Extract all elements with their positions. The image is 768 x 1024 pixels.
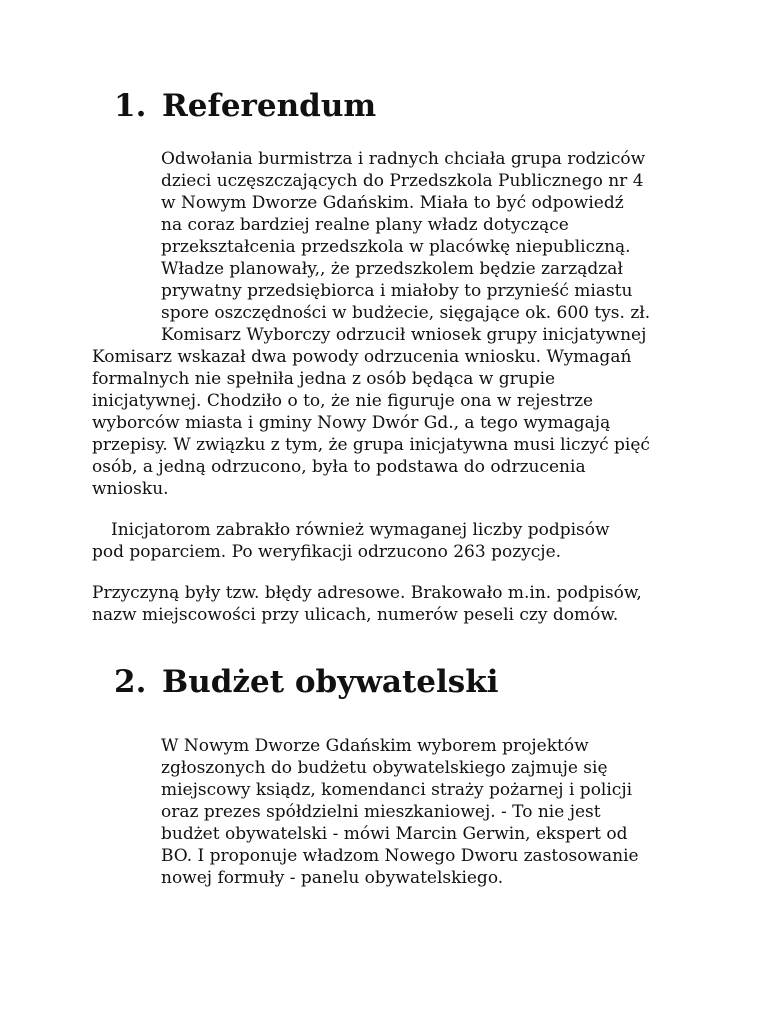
section-2-number: 2.	[114, 664, 147, 700]
text-line: Odwołania burmistrza i radnych chciała grupa rodziców	[161, 149, 646, 169]
section-1-title: Referendum	[162, 88, 377, 124]
text-line: nazw miejscowości przy ulicach, numerów peseli czy domów.	[92, 605, 619, 625]
text-line: BO. I proponuje władzom Nowego Dworu zastosowanie	[161, 846, 639, 866]
text-line: budżet obywatelski - mówi Marcin Gerwin, ekspert od	[161, 824, 628, 844]
text-line: W Nowym Dworze Gdańskim wyborem projektów	[161, 736, 589, 756]
section-1-number: 1.	[114, 88, 147, 124]
text-line: osób, a jedną odrzucono, była to podstawa do odrzucenia	[92, 457, 586, 477]
text-line: pod poparciem. Po weryfikacji odrzucono 263 pozycje.	[92, 542, 562, 562]
text-line: Przyczyną były tzw. błędy adresowe. Brakowało m.in. podpisów,	[92, 583, 642, 603]
section-1-paragraph-signatures	[92, 519, 610, 563]
section-1-heading	[114, 88, 376, 124]
text-line: wniosku.	[92, 479, 169, 499]
text-line: Komisarz Wyborczy odrzucił wniosek grupy inicjatywnej	[161, 325, 647, 345]
text-line: Inicjatorom zabrakło również wymaganej liczby podpisów	[111, 520, 610, 540]
text-line: zgłoszonych do budżetu obywatelskiego zajmuje się	[161, 758, 608, 778]
text-line: dzieci uczęszczających do Przedszkola Publicznego nr 4	[161, 171, 644, 191]
text-line: przepisy. W związku z tym, że grupa inicjatywna musi liczyć pięć	[92, 435, 650, 455]
text-line: oraz prezes spółdzielni mieszkaniowej. - To nie jest	[161, 802, 601, 822]
text-line: na coraz bardziej realne plany władz dotyczące	[161, 215, 569, 235]
text-line: spore oszczędności w budżecie, sięgające ok. 600 tys. zł.	[161, 303, 651, 323]
section-1-full-paragraph	[92, 346, 650, 500]
section-2-indented-paragraph	[161, 735, 639, 889]
section-1-indented-paragraph	[161, 148, 650, 346]
section-2-title: Budżet obywatelski	[162, 664, 499, 700]
text-line: przekształcenia przedszkola w placówkę niepubliczną.	[161, 237, 631, 257]
text-line: miejscowy ksiądz, komendanci straży pożarnej i policji	[161, 780, 633, 800]
text-line: inicjatywnej. Chodziło o to, że nie figuruje ona w rejestrze	[92, 391, 594, 411]
text-line: formalnych nie spełniła jedna z osób będąca w grupie	[92, 369, 556, 389]
text-line: nowej formuły - panelu obywatelskiego.	[161, 868, 504, 888]
text-line: Komisarz wskazał dwa powody odrzucenia wniosku. Wymagań	[92, 347, 632, 367]
section-1-paragraph-errors	[92, 582, 642, 626]
text-line: prywatny przedsiębiorca i miałoby to przynieść miastu	[161, 281, 633, 301]
section-2-heading	[114, 664, 499, 700]
text-line: Władze planowały,, że przedszkolem będzie zarządzał	[161, 259, 623, 279]
text-line: wyborców miasta i gminy Nowy Dwór Gd., a tego wymagają	[92, 413, 611, 433]
text-line: w Nowym Dworze Gdańskim. Miała to być odpowiedź	[161, 193, 624, 213]
